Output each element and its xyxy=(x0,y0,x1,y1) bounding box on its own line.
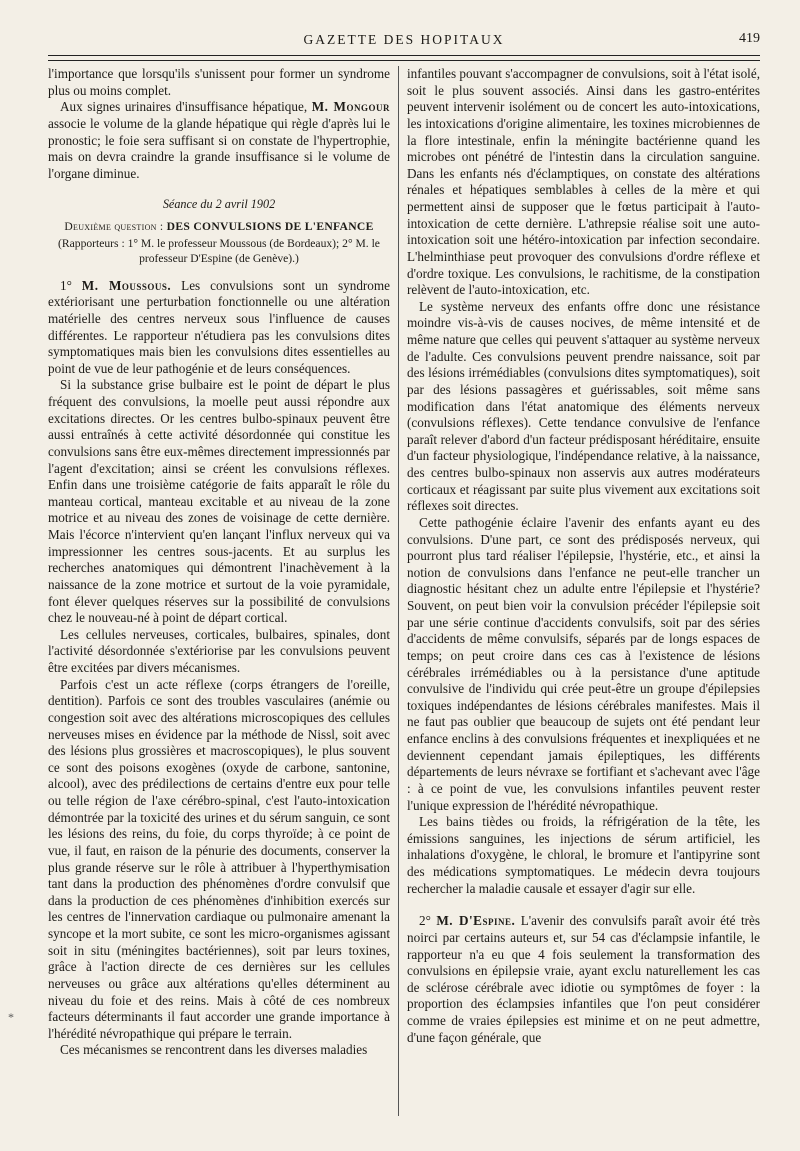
column-divider xyxy=(398,66,399,1116)
paragraph-text: L'avenir des convulsifs paraît avoir été très noirci par certains auteurs et, sur 54 cas d'éclampsie infantile, le rapporteur n'a eu que 4 fois seulement la transformation des convulsions en épilepsie vraie, ayant exclu naturellement les cas de sclérose cérébrale avec idiotie ou symptômes de foyer : la proportion des éclampsies infantiles que l'on peut considérer comme de vraies épilepsies est minime et on ne peut admettre, d'une façon générale, que xyxy=(407,913,761,1045)
question-title: DES CONVULSIONS DE L'ENFANCE xyxy=(166,220,374,233)
paragraph: Si la substance grise bulbaire est le point de départ le plus fréquent des convulsions, la moelle peut aussi répondre aux excitations directes. Or les centres bulbo-spinaux peuvent être aussi entraînés à cette activité désordonnée qui constitue les convulsions sans être eux-mêmes directement impressionnés par l'agent d'excitation; ainsi se créent les convulsions réflexes. Enfin dans une troisième catégorie de faits apparaît le rôle du manteau cortical, manteau excitable et au niveau de la zone motrice et au niveau des zones de voisinage de cette dernière. Mais l'écorce n'intervient qu'en lançant l'influx nerveux qui va impressionner les centres sous-jacents. Et au surplus les recherches anatomiques qui démontrent l'inachèvement à la naissance de la zone motrice et surtout de la voie pyramidale, font élever quelques réserves sur la possibilité de convulsions chez le nouveau-né à point de départ cortical. xyxy=(48,377,390,626)
paragraph: Ces mécanismes se rencontrent dans les diverses maladies xyxy=(60,1042,368,1058)
speaker-name: M. D'Espine. xyxy=(436,913,516,929)
question-heading xyxy=(48,219,390,236)
section-number: 2° xyxy=(419,913,431,929)
left-column xyxy=(48,66,390,1059)
page-header xyxy=(48,28,760,50)
paragraph-text: Aux signes urinaires d'insuffisance hépatique, xyxy=(60,99,308,115)
header-rule xyxy=(48,55,760,56)
paragraph xyxy=(48,99,390,182)
section-gap xyxy=(407,897,760,913)
section-number: 1° xyxy=(60,277,72,293)
paragraph: Le système nerveux des enfants offre donc une résistance moindre vis-à-vis de causes nocives, de même intensité et de même nature que celles qui peuvent s'attaquer au système nerveux de l'adulte. Ces convulsions peuvent prendre naissance, soit par des lésions irrémédiables (convulsions dites symptomatiques), soit par des lésions passagères et guérissables, soit même sans modification dans l'état anatomique des éléments nerveux (convulsions réflexes). Cette tendance convulsive de l'enfance paraît relever d'abord d'un facteur prédisposant héréditaire, ensuite d'un facteur physiologique, l'indépendance relative, à la naissance, des centres bulbo-spinaux non asservis aux autres modérateurs corticaux et réagissant par suite plus vivement aux excitations soit réflexes soit directes. xyxy=(407,298,760,514)
right-column xyxy=(407,66,760,1046)
speaker-name: M. Moussous. xyxy=(81,277,172,293)
journal-title: GAZETTE DES HOPITAUX xyxy=(303,32,505,47)
page-number: 419 xyxy=(739,31,760,46)
question-label: Deuxième question : xyxy=(64,220,164,233)
paragraph: Parfois c'est un acte réflexe (corps étrangers de l'oreille, dentition). Parfois ce sont des troubles vasculaires (anémie ou congestion soit avec des altérations microscopiques des cellules nerveuses mises en évidence par la méthode de Nissl, soit avec des lésions plus grossières et macroscopiques), le plus souvent ce sont des poisons exogènes (oxyde de carbone, santonine, alcool), avec des prédilections de certains d'entre eux pour telle ou telle région de l'axe cérébro-spinal, c'est l'auto-intoxication démontrée par la toxicité des urines et du sérum sanguin, ce sont les lésions des reins, du foie, du corps thyroïde; à ce point de vue, il faut, en raison de la pénurie des documents, conserver la plus grande réserve sur le rôle à attribuer à l'hyperthymisation tant dans la production des phénomènes d'ordre convulsif que dans la production de ces phénomènes d'inhibition exercés sur les centres de l'innervation cardiaque ou pulmonaire amenant la syncope et la mort subite, ce sont les micro-organismes agissant soit in situ (méningites bactériennes), soit par leurs toxines, grâce à l'action directe de ces dernières sur les cellules nerveuses ou grâce aux altérations qu'elles déterminent au niveau du foie et des reins. Mais à côté de ces nombreux facteurs déterminants il faut accorder une grande importance à l'hérédité névropathique qui prépare le terrain. xyxy=(48,676,390,1041)
speaker-name: M. Mongour xyxy=(311,99,390,115)
paragraph: infantiles pouvant s'accompagner de convulsions, soit à l'état isolé, soit le plus souvent associés. Ainsi dans les gastro-entérites peuvent intervenir isolément ou de concert les auto-intoxications, les intoxications d'origine alimentaire, les toxines microbiennes de la flore intestinale, enfin la méningite bactérienne quand les microbes ont pénétré de l'intestin dans la circulation sanguine. Dans les enfants nés d'éclamptiques, on constate des altérations rénales et hépatiques semblables à celles de la mère et qui permettent ainsi de supposer que le fœtus participait à l'auto-intoxication de cette dernière. L'athrepsie réalise soit une auto-intoxication soit une hétéro-intoxication par infection secondaire. L'helminthiase peut provoquer des convulsions d'ordre réflexe et d'ordre toxique. Les convulsions, le rachitisme, de la constipation relèvent de l'auto-intoxication, etc. xyxy=(407,66,760,298)
paragraph: Cette pathogénie éclaire l'avenir des enfants ayant eu des convulsions. D'une part, ce sont des prédisposés nerveux, qui pourront plus tard réaliser l'épilepsie, l'hystérie, etc., et ainsi la notion de convulsions dans l'enfance ne peut-elle trancher un diagnostic hésitant chez un adulte entre l'épilepsie et l'hystérie? Souvent, on peut bien voir la convulsion précéder l'épilepsie soit par une série continue d'accidents convulsifs, soit par des séries d'accidents de même convulsifs, séparés par de longs espaces de temps; on peut croire dans ces cas à l'existence de lésions cérébrales irrémédiables ou à la persistance d'une aptitude convulsive de l'individu qui crée peut-être un groupe d'épilepsies toxiques indépendantes de lésions cérébrales manifestes. Mais il ne faut pas oublier que beaucoup de sujets ont été pendant leur enfance enclins à des convulsions fréquentes et inexpliquées et ne deviennent cependant jamais épileptiques, les différents départements de leurs névraxe se fortifiant et s'achevant avec l'âge : à ce point de vue, les convulsions infantiles peuvent rester l'unique expression de l'hérédité névropathique. xyxy=(407,514,760,813)
paragraph xyxy=(407,913,760,1046)
header-rule-thin xyxy=(48,60,760,61)
rapporteurs-note: (Rapporteurs : 1° M. le professeur Moussous (de Bordeaux); 2° M. le professeur D'Espine (de Genève).) xyxy=(58,236,380,265)
session-date: Séance du 2 avril 1902 xyxy=(162,197,276,212)
paragraph-text: associe le volume de la glande hépatique qui règle d'après lui le pronostic; le foie sera suffisant si on constate de l'hypertrophie, mais on devra craindre la grande insuffisance si le volume de l'organe diminue. xyxy=(48,115,390,181)
paragraph: Les bains tièdes ou froids, la réfrigération de la tête, les émissions sanguines, les injections de sérum artificiel, les inhalations d'oxygène, le chloral, le bromure et l'antipyrine sont des médications symptomatiques. Le médecin devra toujours rechercher la maladie causale et essayer d'agir sur elle. xyxy=(407,814,760,896)
paragraph: Les cellules nerveuses, corticales, bulbaires, spinales, dont l'activité désordonnée s'extériorise par les convulsions peuvent être excitées par divers mécanismes. xyxy=(48,626,390,675)
paragraph: l'importance que lorsqu'ils s'unissent pour former un syndrome plus ou moins complet. xyxy=(48,66,390,98)
paragraph xyxy=(48,278,390,378)
paragraph-text: Les convulsions sont un syndrome extériorisant une perturbation fonctionnelle ou une altération matérielle des centres nerveux sous l'influence de causes différentes. Le rapporteur n'étudiera pas les convulsions dites symptomatiques mais bien les convulsions dites essentielles au point de vue de leur pathogénie et de leurs conséquences. xyxy=(48,277,391,376)
margin-mark: * xyxy=(8,1010,14,1024)
